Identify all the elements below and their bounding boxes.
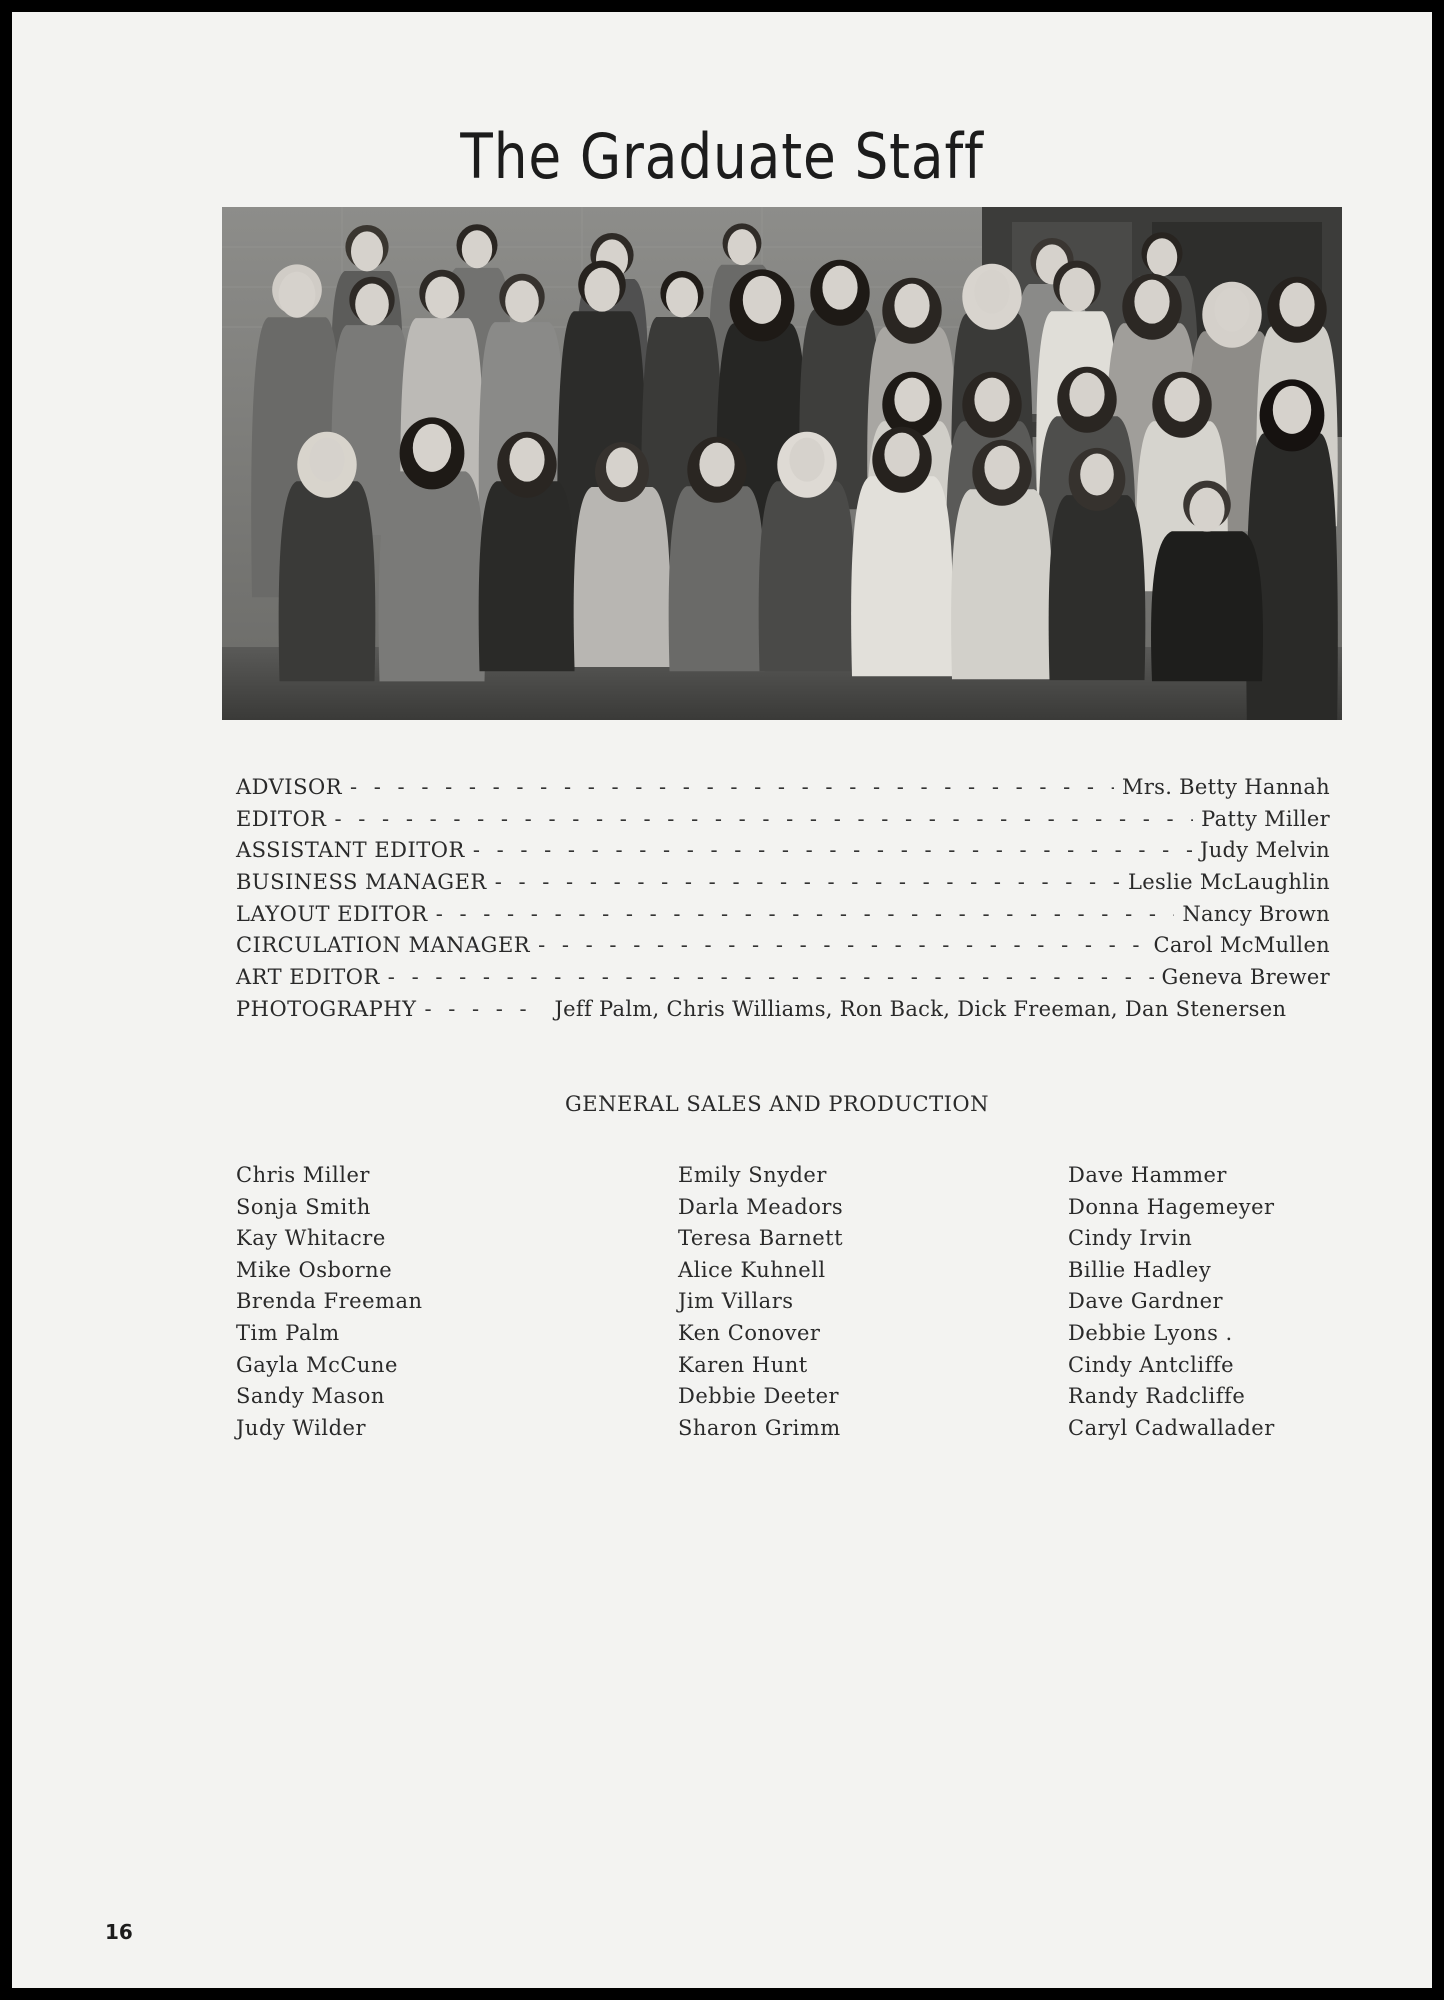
role-label: ADVISOR [236, 775, 343, 799]
staff-name: Debbie Deeter [678, 1384, 840, 1409]
section-heading: GENERAL SALES AND PRODUCTION [564, 1092, 989, 1116]
staff-name: Emily Snyder [678, 1163, 827, 1187]
staff-name: Kay Whitacre [236, 1226, 386, 1251]
staff-name: Brenda Freeman [236, 1289, 423, 1314]
role-person: Leslie McLaughlin [1128, 870, 1330, 895]
staff-name: Randy Radcliffe [1068, 1384, 1246, 1409]
role-label: LAYOUT EDITOR [236, 901, 428, 926]
role-person: Jeff Palm, Chris Williams, Ron Back, Dick Freeman, Dan Stenersen [554, 996, 1287, 1021]
staff-name: Mike Osborne [236, 1257, 393, 1282]
staff-name: Ken Conover [678, 1320, 821, 1345]
staff-name: Dave Gardner [1068, 1289, 1224, 1314]
role-label: BUSINESS MANAGER [236, 870, 487, 895]
staff-name: Alice Kuhnell [678, 1257, 826, 1282]
role-row [236, 835, 1330, 867]
role-person: Geneva Brewer [1161, 965, 1330, 990]
role-row [236, 867, 1330, 899]
page-number: 16 [105, 1920, 133, 1944]
staff-roster [236, 772, 1330, 1026]
staff-name: Debbie Lyons . [1068, 1320, 1233, 1345]
staff-name: Gayla McCune [236, 1352, 398, 1377]
role-person: Patty Miller [1201, 806, 1330, 831]
dot-leader [335, 804, 1194, 836]
name-column-3 [1068, 1160, 1275, 1444]
dot-leader [538, 930, 1145, 962]
staff-name: Sandy Mason [236, 1384, 385, 1409]
dot-leader [350, 772, 1114, 804]
staff-name: Darla Meadors [678, 1194, 844, 1219]
staff-name: Sonja Smith [236, 1194, 371, 1219]
name-column-1 [236, 1160, 422, 1444]
name-column-2 [678, 1160, 843, 1444]
staff-name: Chris Miller [236, 1163, 370, 1187]
role-person: Nancy Brown [1182, 901, 1330, 926]
role-label: CIRCULATION MANAGER [236, 933, 531, 958]
dot-leader [388, 962, 1154, 994]
role-label: PHOTOGRAPHY [236, 996, 417, 1021]
staff-name: Jim Villars [678, 1289, 794, 1314]
role-row [236, 804, 1330, 836]
page-title: The Graduate Staff [460, 120, 984, 193]
role-row [236, 930, 1330, 962]
staff-name: Tim Palm [236, 1320, 340, 1345]
staff-name: Donna Hagemeyer [1068, 1194, 1275, 1219]
staff-name: Cindy Antcliffe [1068, 1352, 1235, 1377]
dot-leader [436, 899, 1175, 931]
staff-name: Dave Hammer [1068, 1163, 1227, 1187]
role-label: EDITOR [236, 806, 327, 831]
yearbook-page [12, 12, 1432, 1988]
group-photo [222, 207, 1342, 720]
staff-name: Karen Hunt [678, 1352, 808, 1377]
staff-name: Judy Wilder [236, 1415, 366, 1440]
dot-leader [495, 867, 1120, 899]
staff-name: Sharon Grimm [678, 1415, 841, 1440]
role-label: ASSISTANT EDITOR [236, 838, 465, 863]
dot-leader [424, 994, 528, 1026]
role-row [236, 994, 1330, 1026]
role-row [236, 772, 1330, 804]
role-person: Mrs. Betty Hannah [1122, 775, 1330, 799]
role-person: Carol McMullen [1153, 933, 1330, 958]
staff-name: Billie Hadley [1068, 1257, 1212, 1282]
role-row [236, 899, 1330, 931]
staff-name: Caryl Cadwallader [1068, 1415, 1275, 1440]
staff-name: Cindy Irvin [1068, 1226, 1193, 1251]
role-label: ART EDITOR [236, 965, 380, 990]
staff-name: Teresa Barnett [678, 1226, 844, 1251]
group-photo-image [222, 207, 1342, 720]
role-person: Judy Melvin [1200, 838, 1330, 863]
role-row [236, 962, 1330, 994]
dot-leader [473, 835, 1192, 867]
